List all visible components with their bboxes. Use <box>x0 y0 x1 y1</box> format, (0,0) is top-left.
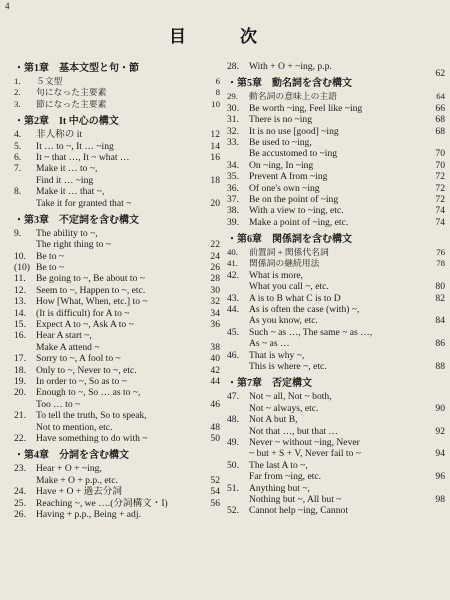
toc-entry <box>14 186 220 197</box>
toc-entry <box>14 163 220 174</box>
entry-text: Be accustomed to ~ing <box>249 148 338 160</box>
entry-page-number: 70 <box>435 159 445 171</box>
entry-page-number: 68 <box>435 125 445 137</box>
toc-entry <box>14 198 220 209</box>
entry-number: 8. <box>14 186 22 198</box>
entry-page-number: 8 <box>215 87 220 98</box>
chapter-heading <box>14 61 220 76</box>
toc-entry <box>14 175 220 186</box>
entry-number: 42. <box>227 269 239 281</box>
entry-page-number: 92 <box>435 425 445 437</box>
entry-number: 39. <box>227 216 239 228</box>
entry-number: 32. <box>227 125 239 137</box>
chapter-heading <box>14 114 220 129</box>
entry-number: 48. <box>227 414 239 426</box>
toc-entry <box>14 342 220 353</box>
entry-text: With a view to ~ing, etc. <box>249 205 344 217</box>
entry-text: Have + O + 過去分詞 <box>36 486 122 498</box>
toc-entry <box>14 141 220 152</box>
toc-entry <box>227 137 423 148</box>
entry-page-number: 36 <box>210 319 220 331</box>
entry-page-number: 34 <box>210 307 220 319</box>
entry-number: 38. <box>227 205 239 217</box>
entry-page-number: 86 <box>435 338 445 350</box>
entry-page-number: 88 <box>435 360 445 372</box>
toc-entry <box>14 330 220 341</box>
entry-text: 関係詞の継続用法 <box>249 258 320 269</box>
chapter-heading <box>227 376 423 391</box>
entry-number: 2. <box>14 87 21 98</box>
entry-number: 19. <box>14 375 26 387</box>
toc-entry <box>227 327 423 338</box>
entry-number: 6. <box>14 151 22 163</box>
entry-number: 41. <box>227 258 238 269</box>
toc-entry <box>227 493 445 505</box>
toc-entry <box>227 391 423 402</box>
entry-text: 句になった主要素 <box>36 87 107 98</box>
page-number: 4 <box>5 1 10 11</box>
chapter-heading <box>14 213 220 228</box>
entry-text: In order to ~, So as to ~ <box>36 375 127 387</box>
chapter-title: ・第6章 関係詞を含む構文 <box>227 234 352 246</box>
entry-text: The ability to ~, <box>36 227 98 239</box>
toc-entry <box>227 258 445 269</box>
entry-page-number: 14 <box>210 140 220 152</box>
chapter-title: ・第2章 It 中心の構文 <box>14 116 119 128</box>
entry-page-number: 44 <box>210 375 220 387</box>
entry-number: 33. <box>227 136 239 148</box>
entry-number: 20. <box>14 387 26 399</box>
toc-entry <box>227 281 445 293</box>
entry-number: 23. <box>14 463 26 475</box>
entry-text: 動名詞の意味上の主語 <box>249 91 337 102</box>
entry-page-number: 10 <box>211 98 220 109</box>
toc-entry <box>14 433 220 444</box>
entry-page-number: 84 <box>435 315 445 327</box>
toc-entry <box>14 296 220 307</box>
entry-number: 18. <box>14 364 26 376</box>
entry-number: 36. <box>227 182 239 194</box>
entry-number: 50. <box>227 459 239 471</box>
entry-text: Hear + O + ~ing, <box>36 463 102 475</box>
toc-entry <box>227 148 445 160</box>
entry-text: Make + O + p.p., etc. <box>36 474 118 486</box>
entry-page-number: 22 <box>210 239 220 251</box>
toc-entry <box>227 483 423 494</box>
entry-page-number: 52 <box>210 474 220 486</box>
entry-number: 34. <box>227 159 239 171</box>
entry-text: Make it … to ~, <box>36 163 98 175</box>
toc-entry <box>14 486 220 497</box>
entry-page-number: 96 <box>435 471 445 483</box>
toc-entry <box>14 463 220 474</box>
entry-number: 37. <box>227 193 239 205</box>
entry-number: 3. <box>14 98 21 109</box>
entry-text: As is often the case (with) ~, <box>249 304 360 316</box>
entry-number: 5. <box>14 140 22 152</box>
toc-entry <box>227 182 445 194</box>
entry-page-number: 68 <box>435 114 445 126</box>
entry-text: How [What, When, etc.] to ~ <box>36 296 148 308</box>
entry-page-number: 40 <box>210 353 220 365</box>
entry-number: 16. <box>14 330 26 342</box>
entry-page-number: 38 <box>210 341 220 353</box>
entry-text: To tell the truth, So to speak, <box>36 410 147 422</box>
entry-text: Enough to ~, So … as to ~, <box>36 387 141 399</box>
toc-entry <box>14 251 220 262</box>
entry-number: 15. <box>14 319 26 331</box>
entry-text: Make it … that ~, <box>36 186 105 198</box>
entry-text: Not that …, but that … <box>249 425 338 437</box>
entry-page-number: 98 <box>435 493 445 505</box>
entry-text: There is no ~ing <box>249 114 313 126</box>
toc-entry <box>227 448 445 460</box>
entry-number: 13. <box>14 296 26 308</box>
toc-entry <box>227 437 423 448</box>
entry-text: (It is difficult) for A to ~ <box>36 307 130 319</box>
entry-page-number: 26 <box>210 262 220 274</box>
chapter-title: ・第3章 不定詞を含む構文 <box>14 214 139 226</box>
entry-text: Not to mention, etc. <box>36 421 113 433</box>
entry-number: 14. <box>14 307 26 319</box>
entry-text: Not A but B, <box>249 414 298 426</box>
entry-text: Have something to do with ~ <box>36 432 148 444</box>
toc-right-column <box>227 61 445 517</box>
entry-text: Be used to ~ing, <box>249 136 312 148</box>
entry-number: 1. <box>14 76 21 86</box>
entry-number: 28. <box>227 61 239 72</box>
entry-page-number: 90 <box>435 402 445 414</box>
toc-entry <box>227 414 423 425</box>
toc-entry <box>227 114 445 126</box>
entry-page-number: 72 <box>435 193 445 205</box>
toc-entry <box>14 262 220 273</box>
entry-text: ５文型 <box>36 76 63 86</box>
toc-entry <box>227 171 445 183</box>
entry-page-number: 28 <box>210 273 220 285</box>
entry-text: Seem to ~, Happen to ~, etc. <box>36 284 146 296</box>
entry-page-number: 20 <box>210 197 220 209</box>
entry-number: 29. <box>227 91 238 102</box>
toc-entry <box>227 425 445 437</box>
toc-entry <box>227 338 445 350</box>
entry-number: 47. <box>227 391 239 403</box>
entry-text: Be to ~ <box>36 250 65 262</box>
toc-entry <box>14 228 220 239</box>
entry-page-number: 66 <box>435 102 445 114</box>
entry-text: Be worth ~ing, Feel like ~ing <box>249 102 363 114</box>
toc-entry <box>14 422 220 433</box>
entry-text: Far from ~ing, etc. <box>249 471 322 483</box>
entry-text: It ~ that …, It ~ what … <box>36 151 130 163</box>
entry-number: 49. <box>227 436 239 448</box>
entry-text: The last A to ~, <box>249 459 308 471</box>
entry-text: On ~ing, In ~ing <box>249 159 314 171</box>
entry-text: Of one's own ~ing <box>249 182 320 194</box>
entry-page-number: 24 <box>210 250 220 262</box>
entry-page-number: 76 <box>436 247 445 258</box>
toc-entry <box>227 505 423 516</box>
toc-entry <box>227 205 445 217</box>
entry-page-number: 74 <box>435 216 445 228</box>
entry-number: 52. <box>227 505 239 517</box>
entry-number: 25. <box>14 497 26 509</box>
entry-page-number: 12 <box>210 129 220 141</box>
toc-entry <box>227 350 423 361</box>
entry-text: It … to ~, It … ~ing <box>36 140 114 152</box>
entry-text: That is why ~, <box>249 349 305 361</box>
entry-text: Never ~ without ~ing, Never <box>249 436 360 448</box>
entry-number: 7. <box>14 163 22 175</box>
toc-entry <box>14 273 220 284</box>
toc-entry <box>14 99 220 110</box>
toc-entry <box>14 76 220 87</box>
entry-text: As you know, etc. <box>249 315 318 327</box>
entry-page-number: 82 <box>435 292 445 304</box>
entry-text: What is more, <box>249 269 304 281</box>
entry-text: ~ but + S + V, Never fail to ~ <box>249 448 361 460</box>
toc-entry <box>14 353 220 364</box>
toc-entry <box>227 292 445 304</box>
toc-entry <box>14 365 220 376</box>
entry-text: Anything but ~, <box>249 482 310 494</box>
entry-text: Only to ~, Never to ~, etc. <box>36 364 137 376</box>
entry-page-number: 54 <box>210 486 220 498</box>
toc-entry <box>14 285 220 296</box>
toc-entry <box>227 193 445 205</box>
chapter-title: ・第1章 基本文型と句・節 <box>14 63 139 74</box>
toc-entry <box>14 376 220 387</box>
entry-number: 11. <box>14 273 26 285</box>
toc-entry <box>227 216 445 228</box>
entry-text: It is no use [good] ~ing <box>249 125 339 137</box>
toc-entry <box>14 509 220 520</box>
entry-page-number: 70 <box>435 148 445 160</box>
chapter-heading <box>227 76 423 91</box>
entry-text: Such ~ as …, The same ~ as …, <box>249 326 373 338</box>
entry-number: 51. <box>227 482 239 494</box>
entry-text: Cannot help ~ing, Cannot <box>249 505 348 517</box>
toc-entry <box>227 471 445 483</box>
entry-number: (10) <box>14 262 30 274</box>
entry-page-number: 42 <box>210 364 220 376</box>
entry-number: 4. <box>14 129 22 141</box>
toc-entry <box>227 61 445 79</box>
entry-number: 24. <box>14 486 26 498</box>
toc-entry <box>14 308 220 319</box>
chapter-title: ・第4章 分詞を含む構文 <box>14 450 129 462</box>
chapter-heading <box>14 448 220 463</box>
entry-page-number: 56 <box>210 497 220 509</box>
toc-entry <box>227 360 445 372</box>
toc-entry <box>227 304 423 315</box>
entry-number: 40. <box>227 247 238 258</box>
entry-text: This is where ~, etc. <box>249 360 327 372</box>
entry-page-number: 16 <box>210 151 220 163</box>
toc-entry <box>227 159 445 171</box>
entry-number: 45. <box>227 326 239 338</box>
entry-page-number: 72 <box>435 171 445 183</box>
entry-text: 節になった主要素 <box>36 98 107 109</box>
entry-text: A is to B what C is to D <box>249 292 341 304</box>
entry-text: Having + p.p., Being + adj. <box>36 508 141 520</box>
entry-text: Reaching ~, we ….(分詞構文・I) <box>36 497 168 509</box>
entry-text: Find it … ~ing <box>36 174 94 186</box>
entry-page-number: 80 <box>435 281 445 293</box>
entry-text: Be to ~ <box>36 262 65 274</box>
entry-page-number: 74 <box>435 205 445 217</box>
entry-page-number: 64 <box>436 91 445 102</box>
entry-text: 非人称の it <box>36 129 83 141</box>
toc-entry <box>14 399 220 410</box>
toc-left-column <box>14 61 220 520</box>
entry-number: 30. <box>227 102 239 114</box>
toc-entry <box>14 239 220 250</box>
toc-entry <box>14 129 220 140</box>
entry-number: 17. <box>14 353 26 365</box>
entry-text: Too … to ~ <box>36 398 81 410</box>
entry-number: 43. <box>227 292 239 304</box>
entry-text: Be going to ~, Be about to ~ <box>36 273 145 285</box>
entry-text: Prevent A from ~ing <box>249 171 328 183</box>
entry-number: 22. <box>14 432 26 444</box>
entry-page-number: 46 <box>210 398 220 410</box>
toc-entry <box>14 319 220 330</box>
entry-number: 10. <box>14 250 26 262</box>
entry-text: Not ~ always, etc. <box>249 402 319 414</box>
toc-entry <box>14 410 220 421</box>
toc-entry <box>227 460 423 471</box>
page-title: 目 次 <box>169 27 281 47</box>
entry-text: 前置詞 + 関係代名詞 <box>249 247 329 258</box>
toc-entry <box>14 475 220 486</box>
entry-text: Nothing but ~, All but ~ <box>249 493 342 505</box>
entry-number: 46. <box>227 349 239 361</box>
entry-page-number: 50 <box>210 432 220 444</box>
entry-page-number: 72 <box>435 182 445 194</box>
entry-number: 9. <box>14 227 22 239</box>
entry-page-number: 32 <box>210 296 220 308</box>
toc-entry <box>227 91 445 102</box>
entry-number: 26. <box>14 508 26 520</box>
entry-text: Sorry to ~, A fool to ~ <box>36 353 121 365</box>
entry-number: 12. <box>14 284 26 296</box>
chapter-title: ・第5章 動名詞を含む構文 <box>227 78 352 90</box>
toc-entry <box>14 87 220 98</box>
entry-page-number: 6 <box>215 76 220 86</box>
entry-page-number: 48 <box>210 421 220 433</box>
entry-text: Be on the point of ~ing <box>249 193 339 205</box>
entry-text: What you call ~, etc. <box>249 281 329 293</box>
entry-text: Not ~ all, Not ~ both, <box>249 391 332 403</box>
toc-entry <box>227 402 445 414</box>
toc-entry <box>227 270 423 281</box>
toc-entry <box>14 152 220 163</box>
entry-page-number: 30 <box>210 284 220 296</box>
entry-number: 44. <box>227 304 239 316</box>
entry-number: 31. <box>227 114 239 126</box>
toc-entry <box>227 315 445 327</box>
toc-entry <box>227 247 445 258</box>
entry-text: Make A attend ~ <box>36 341 100 353</box>
toc-entry <box>227 125 445 137</box>
toc-entry <box>14 387 220 398</box>
toc-entry <box>14 498 220 509</box>
entry-text: Expect A to ~, Ask A to ~ <box>36 319 134 331</box>
entry-page-number: 18 <box>210 174 220 186</box>
toc-entry <box>227 102 445 114</box>
entry-text: With + O + ~ing, p.p. <box>249 61 332 72</box>
entry-page-number: 94 <box>435 448 445 460</box>
entry-text: Hear A start ~, <box>36 330 92 342</box>
entry-text: The right thing to ~ <box>36 239 112 251</box>
entry-page-number: 62 <box>435 68 445 79</box>
entry-page-number: 78 <box>436 258 445 269</box>
entry-number: 21. <box>14 410 26 422</box>
entry-number: 35. <box>227 171 239 183</box>
chapter-heading <box>227 232 423 247</box>
entry-text: Take it for granted that ~ <box>36 197 132 209</box>
entry-text: Make a point of ~ing, etc. <box>249 216 349 228</box>
entry-text: As ~ as … <box>249 338 290 350</box>
chapter-title: ・第7章 否定構文 <box>227 378 312 390</box>
